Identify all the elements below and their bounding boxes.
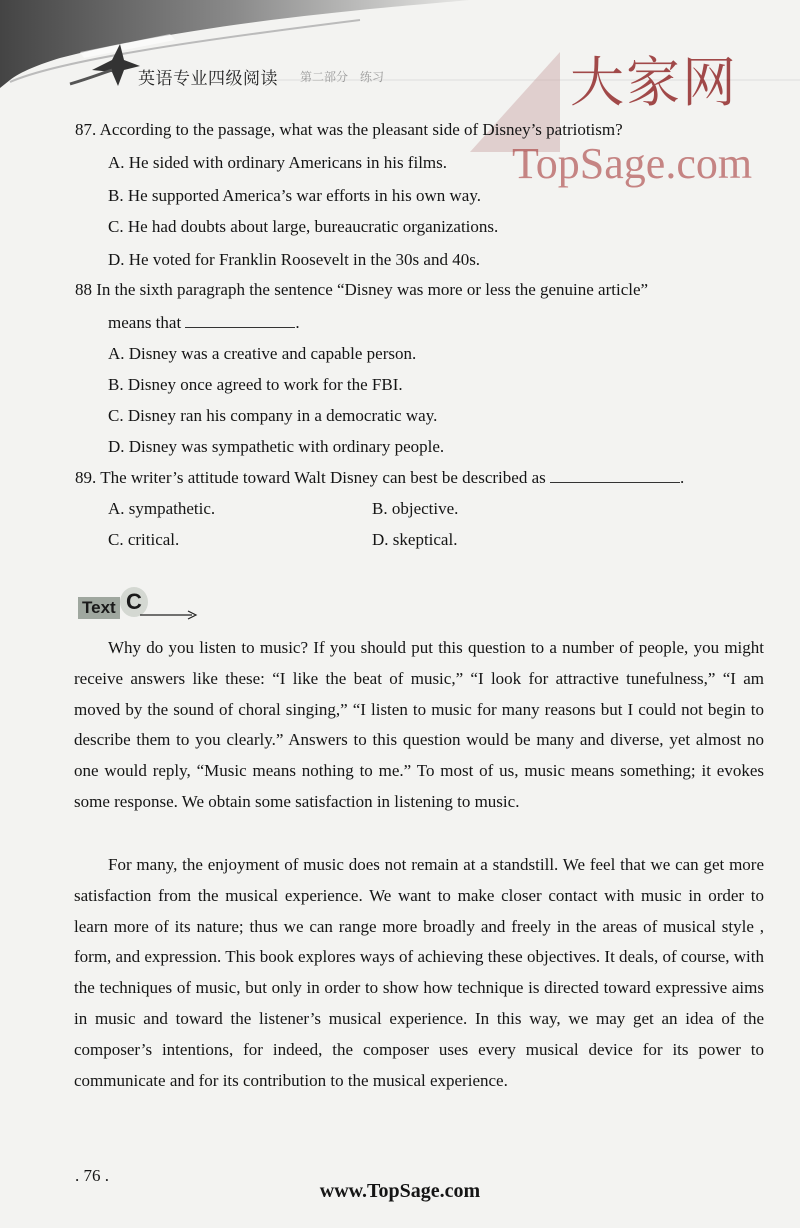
q88-option-d: D. Disney was sympathetic with ordinary people. [108, 437, 445, 456]
watermark-logo-en: TopSage.com [512, 139, 753, 188]
arrow-right-icon [140, 609, 200, 621]
book-title: 英语专业四级阅读 [138, 69, 278, 89]
page-number: . 76 . [75, 1166, 109, 1185]
question-88-stem-cont: means that . [108, 313, 300, 332]
question-87-stem: 87. According to the passage, what was the pleasant side of Disney’s patriotism? [75, 120, 623, 139]
q87-option-b: B. He supported America’s war efforts in his own way. [108, 186, 481, 205]
question-88-stem: 88 In the sixth paragraph the sentence “Disney was more or less the genuine article” [75, 280, 649, 299]
passage-paragraph-1: Why do you listen to music? If you should put this question to a number of people, you might receive answers like these: “I like the beat of music,” “I look for attractive tunefulness,” “I am moved by the sound of choral singing,” “I listen to music for many reasons but I could not begin to describe them to you clearly.” Answers to this question would be many and diverse, yet almost no one would reply, “Music means nothing to me.” To most of us, music means something; it evokes some response. We obtain some satisfaction in listening to music. [74, 638, 764, 811]
q89-option-b: B. objective. [372, 499, 459, 518]
text-letter-badge: C [120, 587, 148, 617]
passage-paragraph-2: For many, the enjoyment of music does not remain at a standstill. We feel that we can get more satisfaction from the musical experience. We want to make closer contact with music in order to learn more of its nature; thus we can range more broadly and freely in the areas of musical style , form, and expression. This book explores ways of achieving these objectives. It deals, of course, with the techniques of music, but only in order to show how technique is directed toward expressive aims in music and toward the listener’s musical experience. In this way, we may get an idea of the composer’s intentions, for indeed, the composer uses every musical device for its power to communicate and for its contribution to the musical experience. [74, 855, 764, 1090]
q89-option-a: A. sympathetic. [108, 499, 216, 518]
q87-option-a: A. He sided with ordinary Americans in his films. [108, 153, 448, 172]
q89-option-d: D. skeptical. [372, 530, 458, 549]
watermark-logo-cn: 大家网 [570, 51, 738, 114]
running-head: 第二部分 练习 [300, 70, 385, 84]
q88-option-a: A. Disney was a creative and capable person. [108, 344, 417, 363]
footer-url: www.TopSage.com [319, 1180, 481, 1202]
question-89-stem: 89. The writer’s attitude toward Walt Disney can best be described as . [75, 468, 685, 487]
answer-blank [550, 468, 680, 483]
q88-option-b: B. Disney once agreed to work for the FBI. [108, 375, 403, 394]
q88-option-c: C. Disney ran his company in a democratic way. [108, 406, 438, 425]
text-label: Text [78, 597, 120, 619]
text-c-heading [74, 583, 194, 623]
answer-blank [185, 313, 295, 328]
q87-option-c: C. He had doubts about large, bureaucratic organizations. [108, 217, 499, 236]
q87-option-d: D. He voted for Franklin Roosevelt in the 30s and 40s. [108, 250, 481, 269]
q89-option-c: C. critical. [108, 530, 180, 549]
